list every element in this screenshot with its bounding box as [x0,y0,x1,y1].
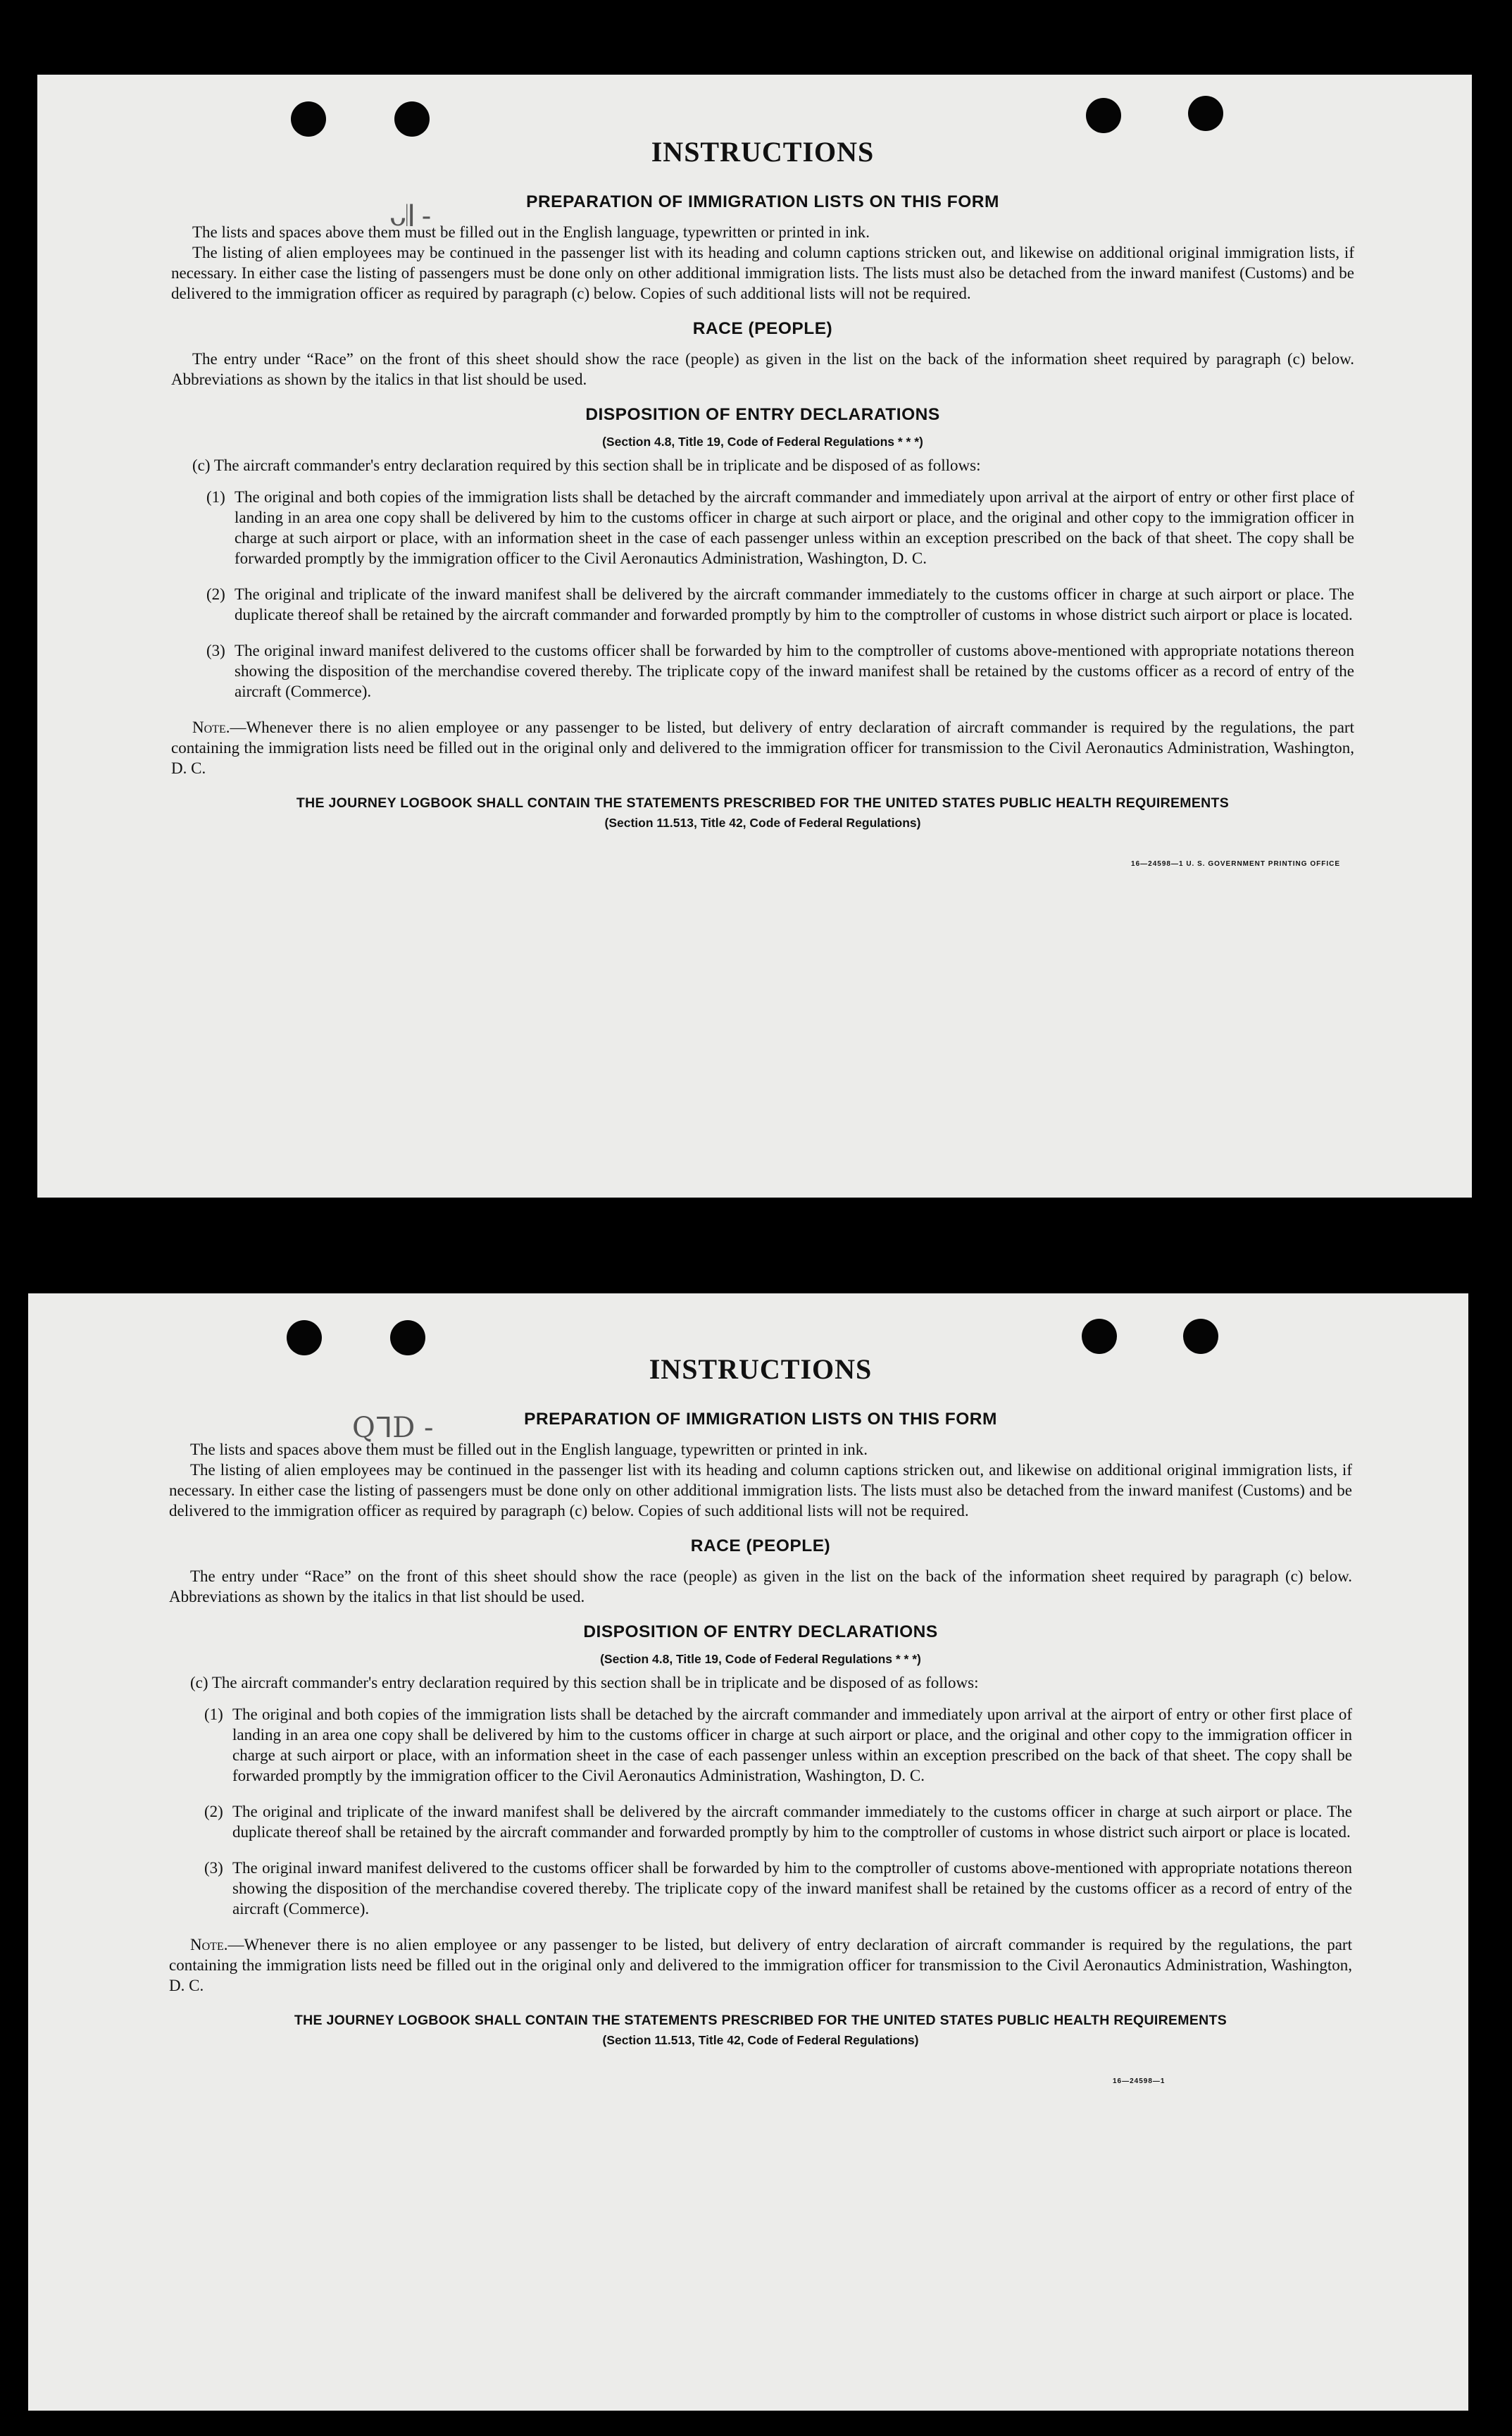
list-item-number: (2) [206,585,225,603]
footer-citation: (Section 11.513, Title 42, Code of Federal Regulations) [602,2033,919,2047]
footer-citation: (Section 11.513, Title 42, Code of Federal Regulations) [604,816,921,830]
footer-statement: THE JOURNEY LOGBOOK SHALL CONTAIN THE STATEMENTS PRESCRIBED FOR THE UNITED STATES PUBLIC HEALTH REQUIREMENTS [296,795,1230,811]
note-paragraph [169,1934,1352,1996]
punch-hole-icon [1086,98,1121,133]
punch-hole-icon [394,101,430,137]
section-heading-race: RACE (PEOPLE) [690,1536,831,1555]
section-heading-preparation: PREPARATION OF IMMIGRATION LISTS ON THIS FORM [524,1410,997,1429]
note-text: —Whenever there is no alien employee or any passenger to be listed, but delivery of entry declaration of aircraft commander is required by the regulations, the part containing the immigration lists need be filled out in the original only and delivered to the immigration officer for transmission to the Civil Aeronautics Administration, Washington, D. C. [169,1936,1352,1994]
handwritten-mark: ᴗ𝄂 - [389,200,432,232]
section-citation: (Section 4.8, Title 19, Code of Federal Regulations * * *) [600,1652,921,1666]
section-heading-race: RACE (PEOPLE) [692,319,833,338]
paragraph: The lists and spaces above them must be filled out in the English language, typewritten or printed in ink. [192,223,870,241]
list-item-number: (3) [206,642,225,659]
footer-statement: THE JOURNEY LOGBOOK SHALL CONTAIN THE STATEMENTS PRESCRIBED FOR THE UNITED STATES PUBLIC HEALTH REQUIREMENTS [294,2013,1227,2028]
list-item-text: The original inward manifest delivered to the customs officer shall be forwarded by him to the comptroller of customs above-mentioned with appropriate notations thereon showing the disposition of the merchandise covered thereby. The triplicate copy of the inward manifest shall be retained by the customs officer as a record of entry of the aircraft (Commerce). [232,1859,1352,1918]
list-item-text: The original inward manifest delivered to the customs officer shall be forwarded by him to the comptroller of customs above-mentioned with appropriate notations thereon showing the disposition of the merchandise covered thereby. The triplicate copy of the inward manifest shall be retained by the customs officer as a record of entry of the aircraft (Commerce). [235,642,1354,700]
paragraph: The lists and spaces above them must be filled out in the English language, typewritten or printed in ink. [190,1441,868,1458]
paragraph: The listing of alien employees may be continued in the passenger list with its heading and column captions stricken out, and likewise on additional original immigration lists, if necessary. In either case the listing of passengers must be done only on other additional immigration lists. The lists must also be detached from the inward manifest (Customs) and be delivered to the immigration officer as required by paragraph (c) below. Copies of such additional lists will not be required. [169,1461,1352,1520]
note-label: Note. [192,719,230,736]
punch-hole-icon [1188,96,1223,131]
list-item [206,487,1354,568]
list-item-number: (1) [206,488,225,506]
list-item [206,640,1354,702]
list-item [206,584,1354,625]
punch-hole-icon [287,1320,322,1355]
instruction-sheet-top [37,75,1472,1198]
numbered-list [204,1704,1352,1919]
section-heading-preparation: PREPARATION OF IMMIGRATION LISTS ON THIS FORM [526,192,999,211]
list-item-text: The original and triplicate of the inward manifest shall be delivered by the aircraft commander immediately to the customs officer in charge at such airport or place. The duplicate thereof shall be retained by the aircraft commander and forwarded promptly by him to the comptroller of customs in whose district such airport or place is located. [232,1803,1352,1841]
numbered-list [206,487,1354,702]
section-heading-disposition: DISPOSITION OF ENTRY DECLARATIONS [583,1622,938,1641]
list-item-number: (2) [204,1803,223,1820]
paragraph: The entry under “Race” on the front of this sheet should show the race (people) as given in the list on the back of the information sheet required by paragraph (c) below. Abbreviations as shown by the italics in that list should be used. [169,1567,1352,1605]
print-code: 16—24598—1 [1113,2077,1166,2085]
list-item [204,1704,1352,1786]
punch-hole-icon [1183,1319,1218,1354]
note-text: —Whenever there is no alien employee or any passenger to be listed, but delivery of entry declaration of aircraft commander is required by the regulations, the part containing the immigration lists need be filled out in the original only and delivered to the immigration officer for transmission to the Civil Aeronautics Administration, Washington, D. C. [171,719,1354,777]
page-title: INSTRUCTIONS [651,136,875,168]
list-item [204,1801,1352,1842]
list-item [204,1858,1352,1919]
punch-hole-icon [1082,1319,1117,1354]
list-item-number: (1) [204,1705,223,1723]
section-citation: (Section 4.8, Title 19, Code of Federal Regulations * * *) [602,435,923,449]
handwritten-mark: QᒣD - [352,1412,434,1444]
instruction-sheet-bottom [28,1293,1468,2411]
print-code: 16—24598—1 U. S. GOVERNMENT PRINTING OFFICE [1131,860,1340,868]
list-item-text: The original and both copies of the immigration lists shall be detached by the aircraft commander and immediately upon arrival at the airport of entry or other first place of landing in an area one copy shall be delivered by him to the customs officer in charge at such airport or place, and the original and other copy to the immigration officer in charge at such airport or place, with an information sheet in the case of each passenger unless within an exception prescribed on the back of that sheet. The copy shall be forwarded promptly by the immigration officer to the Civil Aeronautics Administration, Washington, D. C. [235,488,1354,567]
list-item-text: The original and both copies of the immigration lists shall be detached by the aircraft commander and immediately upon arrival at the airport of entry or other first place of landing in an area one copy shall be delivered by him to the customs officer in charge at such airport or place, and the original and other copy to the immigration officer in charge at such airport or place, with an information sheet in the case of each passenger unless within an exception prescribed on the back of that sheet. The copy shall be forwarded promptly by the immigration officer to the Civil Aeronautics Administration, Washington, D. C. [232,1705,1352,1784]
instructions-body [171,135,1354,868]
note-paragraph [171,717,1354,778]
instructions-body [169,1353,1352,2085]
paragraph: (c) The aircraft commander's entry declaration required by this section shall be in triplicate and be disposed of as follows: [192,456,981,474]
section-heading-disposition: DISPOSITION OF ENTRY DECLARATIONS [585,405,940,424]
paragraph: The entry under “Race” on the front of this sheet should show the race (people) as given in the list on the back of the information sheet required by paragraph (c) below. Abbreviations as shown by the italics in that list should be used. [171,350,1354,388]
page-title: INSTRUCTIONS [649,1353,873,1385]
punch-hole-icon [390,1320,425,1355]
note-label: Note. [190,1936,228,1953]
paragraph: (c) The aircraft commander's entry declaration required by this section shall be in triplicate and be disposed of as follows: [190,1674,979,1691]
list-item-number: (3) [204,1859,223,1877]
list-item-text: The original and triplicate of the inward manifest shall be delivered by the aircraft commander immediately to the customs officer in charge at such airport or place. The duplicate thereof shall be retained by the aircraft commander and forwarded promptly by him to the comptroller of customs in whose district such airport or place is located. [235,585,1354,623]
punch-hole-icon [291,101,326,137]
paragraph: The listing of alien employees may be continued in the passenger list with its heading and column captions stricken out, and likewise on additional original immigration lists, if necessary. In either case the listing of passengers must be done only on other additional immigration lists. The lists must also be detached from the inward manifest (Customs) and be delivered to the immigration officer as required by paragraph (c) below. Copies of such additional lists will not be required. [171,244,1354,302]
